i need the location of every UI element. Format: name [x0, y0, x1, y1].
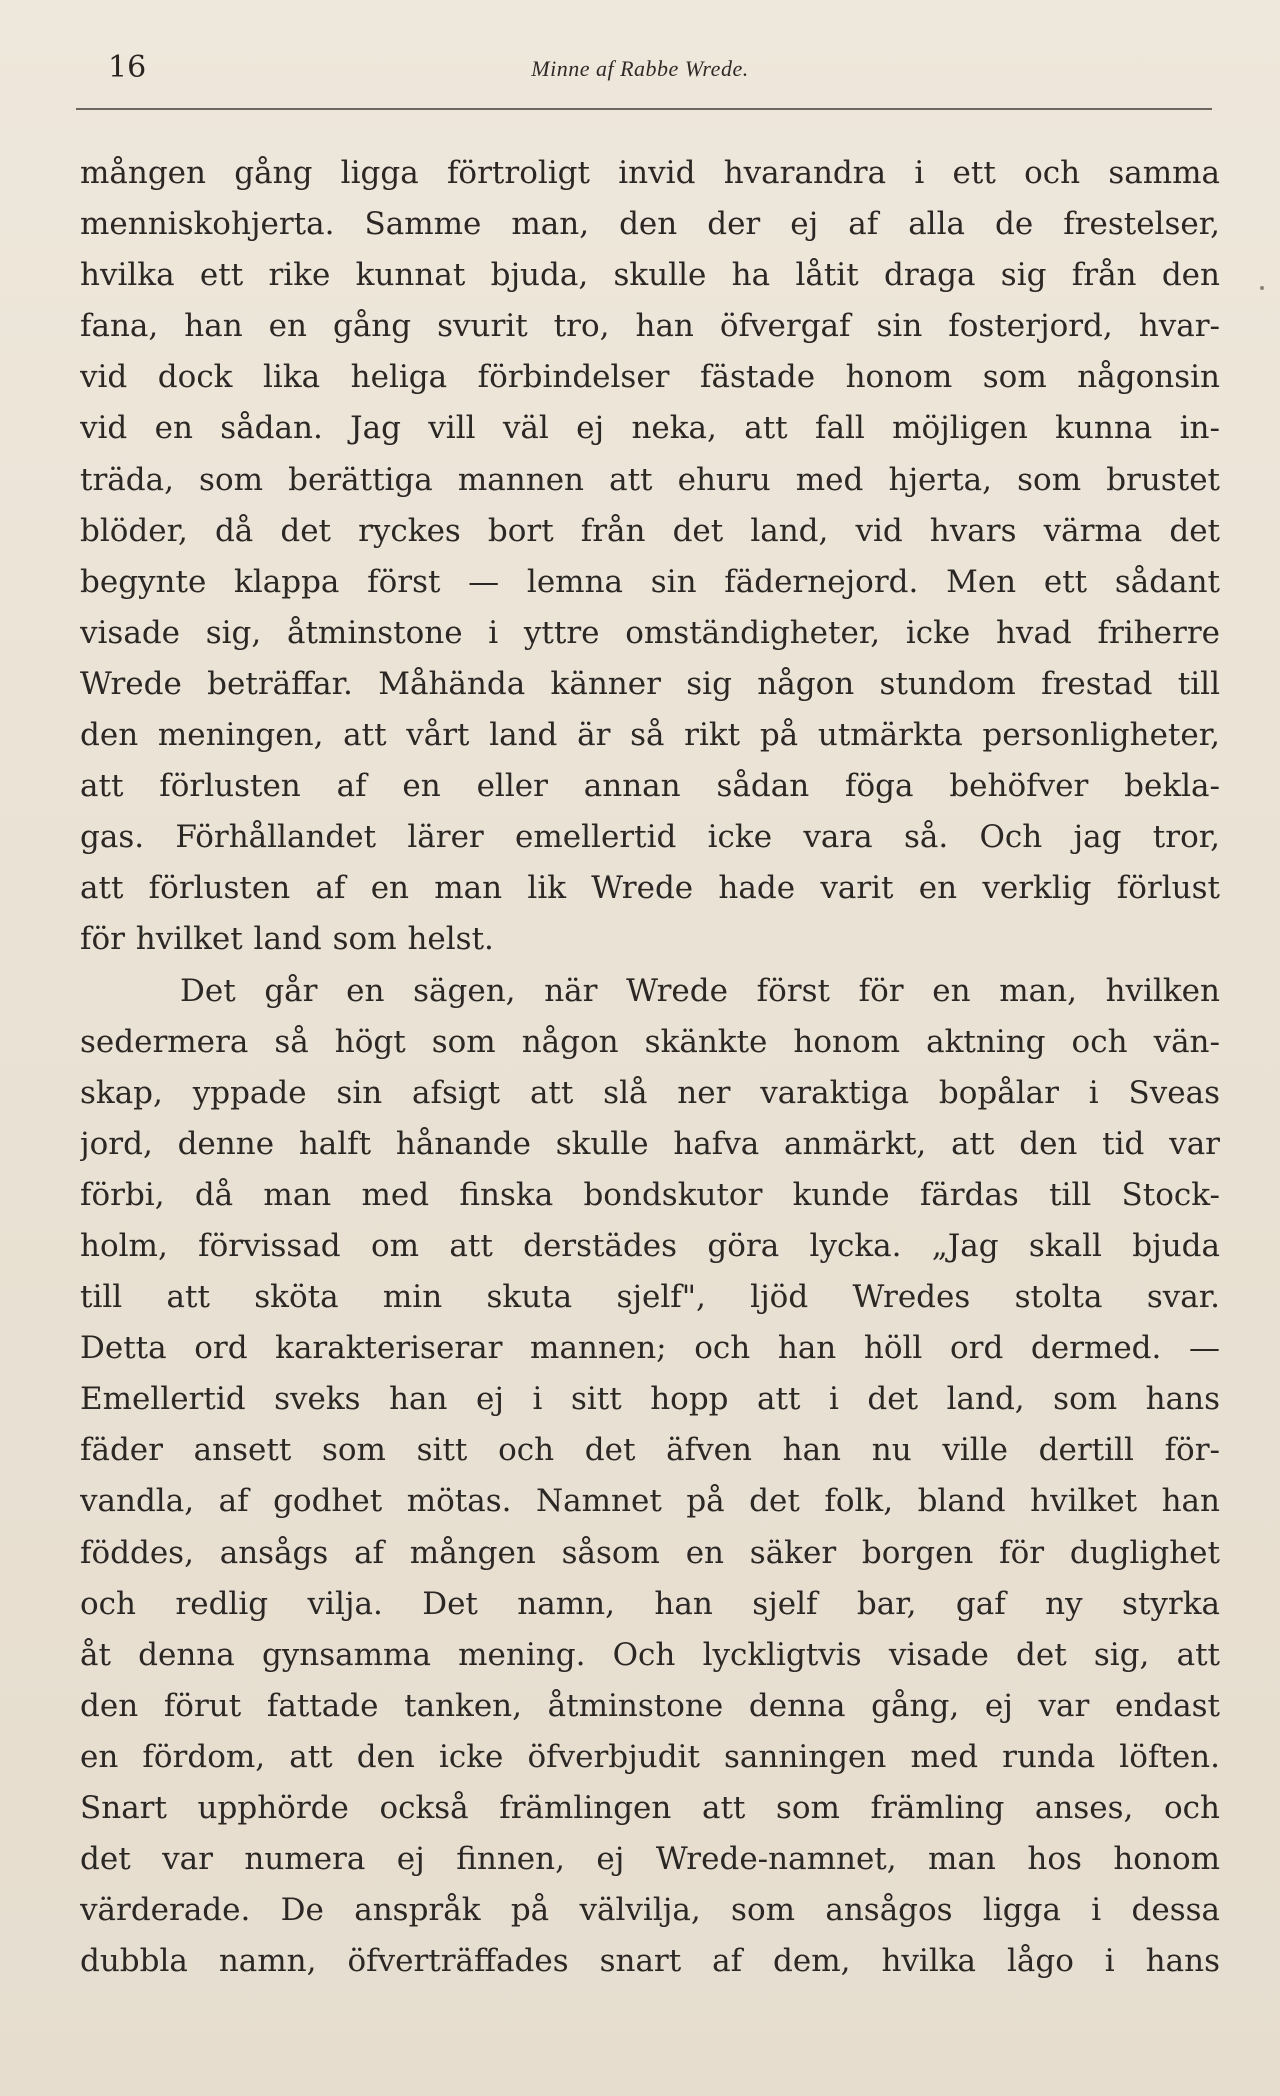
text-line: föddes, ansågs af mången såsom en säker borgen för duglighet	[80, 1534, 1220, 1571]
text-line: gas. Förhållandet lärer emellertid icke vara så. Och jag tror,	[80, 819, 1220, 856]
paragraph-end-line: för hvilket land som helst.	[80, 921, 494, 958]
margin-speck	[1260, 286, 1264, 290]
text-line: vid dock lika heliga förbindelser fästade honom som någonsin	[80, 359, 1220, 396]
text-line: sedermera så högt som någon skänkte honom aktning och vän-	[80, 1023, 1220, 1060]
text-line: skap, yppade sin afsigt att slå ner varaktiga bopålar i Sveas	[80, 1074, 1220, 1111]
text-line: en fördom, att den icke öfverbjudit sanningen med runda löften.	[80, 1738, 1220, 1775]
paragraph-start-line: Det går en sägen, när Wrede först för en man, hvilken	[180, 972, 1220, 1009]
text-line: att förlusten af en man lik Wrede hade varit en verklig förlust	[80, 870, 1220, 907]
text-line: det var numera ej finnen, ej Wrede-namnet, man hos honom	[80, 1841, 1220, 1878]
running-title: Minne af Rabbe Wrede.	[531, 56, 749, 81]
text-line: träda, som berättiga mannen att ehuru med hjerta, som brustet	[80, 461, 1220, 498]
text-line: åt denna gynsamma mening. Och lyckligtvis visade det sig, att	[80, 1636, 1220, 1673]
text-line: begynte klappa först — lemna sin fäderneјord. Men ett sådant	[80, 563, 1220, 600]
running-head	[80, 46, 1200, 96]
text-line: Snart upphörde också främlingen att som främling anses, och	[80, 1790, 1220, 1826]
text-line: jord, denne halft hånande skulle hafva anmärkt, att den tid var	[80, 1125, 1220, 1162]
text-line: vid en sådan. Jag vill väl ej neka, att fall möjligen kunna in-	[80, 410, 1220, 447]
text-line: Wrede beträffar. Måhända känner sig någon stundom frestad till	[80, 665, 1220, 702]
text-line: fäder ansett som sitt och det äfven han nu ville dertill för-	[80, 1432, 1220, 1469]
text-line: visade sig, åtminstone i yttre omständigheter, icke hvad friherre	[80, 614, 1220, 651]
text-line: Detta ord karakteriserar mannen; och han höll ord dermed. —	[80, 1330, 1220, 1367]
text-line: och redlig vilja. Det namn, han sjelf bar, gaf ny styrka	[80, 1585, 1220, 1622]
text-line: holm, förvissad om att derstädes göra lycka. „Jag skall bjuda	[80, 1227, 1220, 1264]
text-line: den förut fattade tanken, åtminstone denna gång, ej var endast	[80, 1687, 1220, 1724]
text-line: menniskohjerta. Samme man, den der ej af alla de frestelser,	[80, 206, 1220, 243]
text-line: till att sköta min skuta sjelf", ljöd Wredes stolta svar.	[80, 1279, 1220, 1316]
page-number: 16	[108, 50, 147, 85]
text-line: förbi, då man med finska bondskutor kunde färdas till Stock-	[80, 1176, 1220, 1213]
text-line: vandla, af godhet mötas. Namnet på det folk, bland hvilket han	[80, 1483, 1220, 1520]
text-line: mången gång ligga förtroligt invid hvarandra i ett och samma	[80, 155, 1220, 191]
text-line: den meningen, att vårt land är så rikt på utmärkta personligheter,	[80, 717, 1220, 754]
text-line: hvilka ett rike kunnat bjuda, skulle ha låtit draga sig från den	[80, 257, 1220, 294]
text-line: värderade. De anspråk på välvilja, som ansågos ligga i dessa	[80, 1892, 1220, 1929]
text-line: att förlusten af en eller annan sådan föga behöfver bekla-	[80, 768, 1220, 805]
body-text	[80, 148, 1220, 1987]
text-line: dubbla namn, öfverträffades snart af dem, hvilka lågo i hans	[80, 1943, 1220, 1980]
header-rule	[76, 108, 1212, 110]
text-line: blöder, då det ryckes bort från det land, vid hvars värma det	[80, 512, 1220, 549]
text-line: fana, han en gång svurit tro, han öfvergaf sin fosterjord, hvar-	[80, 308, 1220, 345]
text-line: Emellertid sveks han ej i sitt hopp att i det land, som hans	[80, 1381, 1220, 1418]
